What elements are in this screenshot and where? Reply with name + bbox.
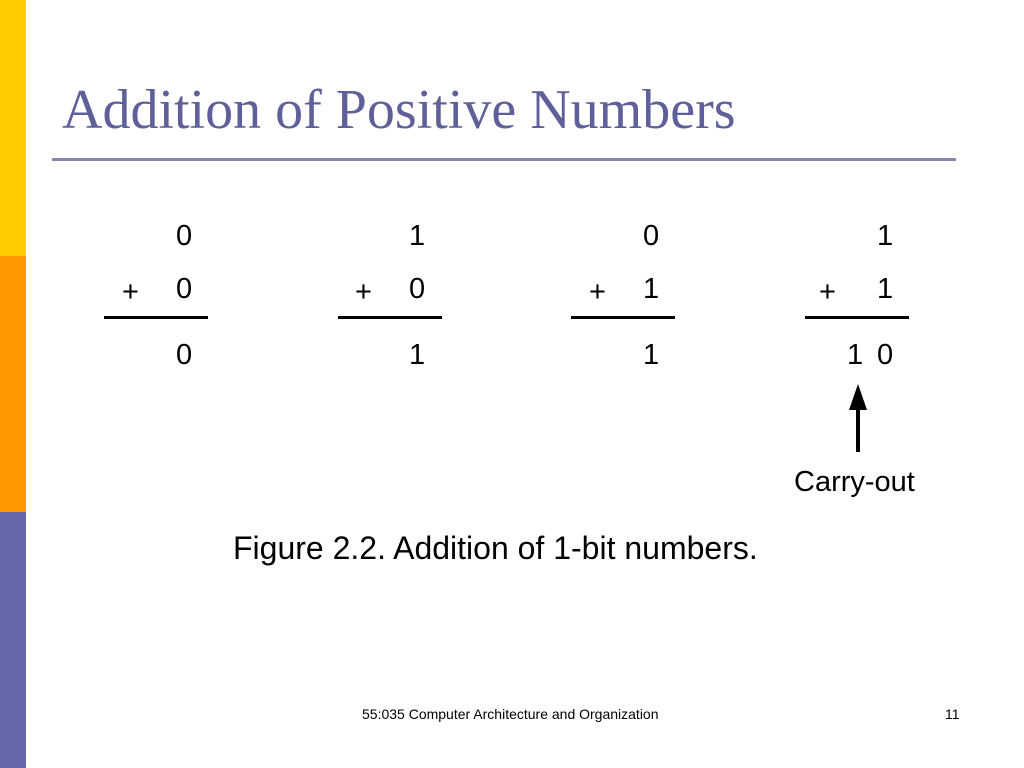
top-digit: 1 bbox=[877, 220, 894, 252]
plus-sign: + bbox=[819, 276, 836, 308]
accent-bar-purple bbox=[0, 512, 26, 768]
plus-sign: + bbox=[589, 276, 606, 308]
slide-title: Addition of Positive Numbers bbox=[62, 79, 736, 141]
sum-line bbox=[571, 316, 675, 319]
result-digit: 1 bbox=[409, 339, 426, 371]
accent-bar-yellow bbox=[0, 0, 26, 256]
sum-line bbox=[338, 316, 442, 319]
sum-block-2 bbox=[338, 210, 468, 380]
result-digit: 0 bbox=[877, 339, 894, 371]
sum-block-4 bbox=[805, 210, 935, 380]
bottom-digit: 1 bbox=[877, 273, 894, 305]
title-divider bbox=[52, 158, 956, 161]
sum-line bbox=[104, 316, 208, 319]
plus-sign: + bbox=[355, 276, 372, 308]
top-digit: 0 bbox=[643, 220, 660, 252]
page-number: 11 bbox=[945, 706, 960, 722]
footer-course-title: 55:035 Computer Architecture and Organization bbox=[362, 706, 659, 722]
figure-caption: Figure 2.2. Addition of 1-bit numbers. bbox=[233, 530, 758, 566]
carry-digit: 1 bbox=[847, 339, 864, 371]
sum-block-1 bbox=[104, 210, 234, 380]
bottom-digit: 1 bbox=[643, 273, 660, 305]
bottom-digit: 0 bbox=[409, 273, 426, 305]
plus-sign: + bbox=[122, 276, 139, 308]
sum-block-3 bbox=[571, 210, 701, 380]
accent-bar-orange bbox=[0, 256, 26, 512]
carry-out-label: Carry-out bbox=[794, 466, 915, 498]
bottom-digit: 0 bbox=[176, 273, 193, 305]
result-digit: 0 bbox=[176, 339, 193, 371]
top-digit: 1 bbox=[409, 220, 426, 252]
result-digit: 1 bbox=[643, 339, 660, 371]
carry-arrow-icon bbox=[846, 384, 870, 454]
top-digit: 0 bbox=[176, 220, 193, 252]
sum-line bbox=[805, 316, 909, 319]
